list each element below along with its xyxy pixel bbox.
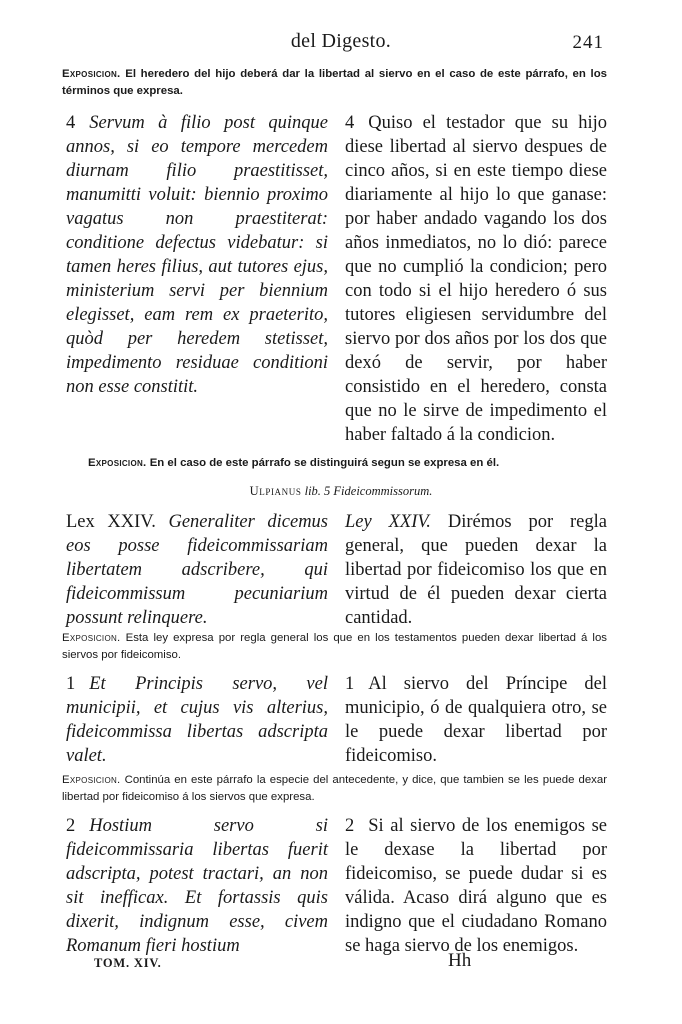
spanish-paragraph-1 bbox=[345, 672, 607, 768]
latin-text: Et Principis servo, vel municipii, et cujus vis alterius, fideicommissa libertas adscripta valet. bbox=[66, 674, 328, 766]
paragraph-number: 1 bbox=[345, 674, 355, 694]
exposicion-label: Exposicion. bbox=[62, 68, 121, 80]
source-author: Ulpianus bbox=[249, 484, 302, 498]
source-citation bbox=[0, 484, 682, 499]
exposicion-note-2 bbox=[88, 455, 608, 472]
exposicion-note-1 bbox=[62, 66, 607, 100]
spanish-text: Quiso el testador que su hijo diese libertad al siervo despues de cinco años, si en este tiempo diese diariamente al hijo lo que ganase: por haber andado vagando los dos años inmediatos, no lo dió: parece que no cumplió la condicion; pero con todo si el hijo heredero ó sus tutores eligiesen servidumbre del siervo por dos años por los dos que dexó de servir, por haber consistido en el heredero, consta que no le sirve de impedimento el haber faltado á la condicion. bbox=[345, 113, 607, 445]
latin-paragraph-2 bbox=[66, 814, 328, 958]
latin-text: Servum à filio post quinque annos, si eo tempore mercedem diurnam filio praestitisset, manumitti voluit: biennio proximo vagatus non praestiterat: conditione defectus videbatur: si tamen heres filius, aut tutores ejus, ministerium servi per biennium elegisset, eam rem ex praeterito, quòd per heredem stetisset, impedimento residuae conditioni non esse constitit. bbox=[66, 113, 328, 397]
signature-mark: Hh bbox=[448, 950, 472, 971]
spanish-text: Si al siervo de los enemigos se le dexase la libertad por fideicomiso, se puede dudar si es válida. Acaso dirá alguno que es indigno que el ciudadano Romano se haga siervo de los enemigos. bbox=[345, 816, 607, 956]
spanish-text: Al siervo del Príncipe del municipio, ó de qualquiera otro, se le puede dexar libertad por fideicomiso. bbox=[345, 674, 607, 766]
exposicion-text: Continúa en este párrafo la especie del antecedente, y dice, que tambien se les puede dexar libertad por fideicomiso á los siervos que expresa. bbox=[62, 774, 607, 803]
running-title: del Digesto. bbox=[290, 30, 392, 52]
lex-heading: Lex XXIV. bbox=[66, 512, 156, 532]
latin-text: Generaliter dicemus eos posse fideicommissariam libertatem adscribere, qui fideicommissum pecuniarium possunt relinquere. bbox=[66, 512, 329, 628]
paragraph-number: 2 bbox=[345, 816, 355, 836]
latin-paragraph-4 bbox=[66, 111, 328, 399]
source-book: lib. 5 bbox=[304, 484, 331, 498]
latin-text: Hostium servo si fideicommissaria libertas fuerit adscripta, potest tractari, an non sit inefficax. Et fortassis quis dixerit, indignum esse, civem Romanum fieri hostium bbox=[66, 816, 328, 956]
ley-heading: Ley XXIV. bbox=[345, 512, 431, 532]
exposicion-label: Exposicion. bbox=[88, 457, 147, 469]
exposicion-label: Exposicion. bbox=[62, 632, 121, 644]
latin-paragraph-1 bbox=[66, 672, 328, 768]
paragraph-number: 1 bbox=[66, 674, 76, 694]
exposicion-text: En el caso de este párrafo se distinguirá segun se expresa en él. bbox=[149, 457, 500, 469]
spanish-paragraph-4 bbox=[345, 111, 607, 447]
exposicion-label: Exposicion. bbox=[62, 774, 121, 786]
exposicion-note-4 bbox=[62, 772, 607, 806]
exposicion-text: El heredero del hijo deberá dar la libertad al siervo en el caso de este párrafo, en los términos que expresa. bbox=[62, 68, 607, 97]
exposicion-note-3 bbox=[62, 630, 607, 664]
exposicion-text: Esta ley expresa por regla general los que en los testamentos pueden dexar libertad á los siervos por fideicomiso. bbox=[62, 632, 607, 661]
spanish-paragraph-2 bbox=[345, 814, 607, 958]
spanish-ley-24 bbox=[345, 510, 607, 630]
paragraph-number: 2 bbox=[66, 816, 76, 836]
source-work: Fideicommissorum. bbox=[333, 484, 433, 498]
paragraph-number: 4 bbox=[66, 113, 76, 133]
page-number: 241 bbox=[572, 32, 604, 53]
paragraph-number: 4 bbox=[345, 113, 355, 133]
latin-lex-24 bbox=[66, 510, 328, 630]
spanish-text: Dirémos por regla general, que pueden dexar la libertad por fideicomiso los que en virtud de él pueden dexar cierta cantidad. bbox=[345, 512, 607, 628]
volume-mark: TOM. XIV. bbox=[94, 956, 162, 970]
